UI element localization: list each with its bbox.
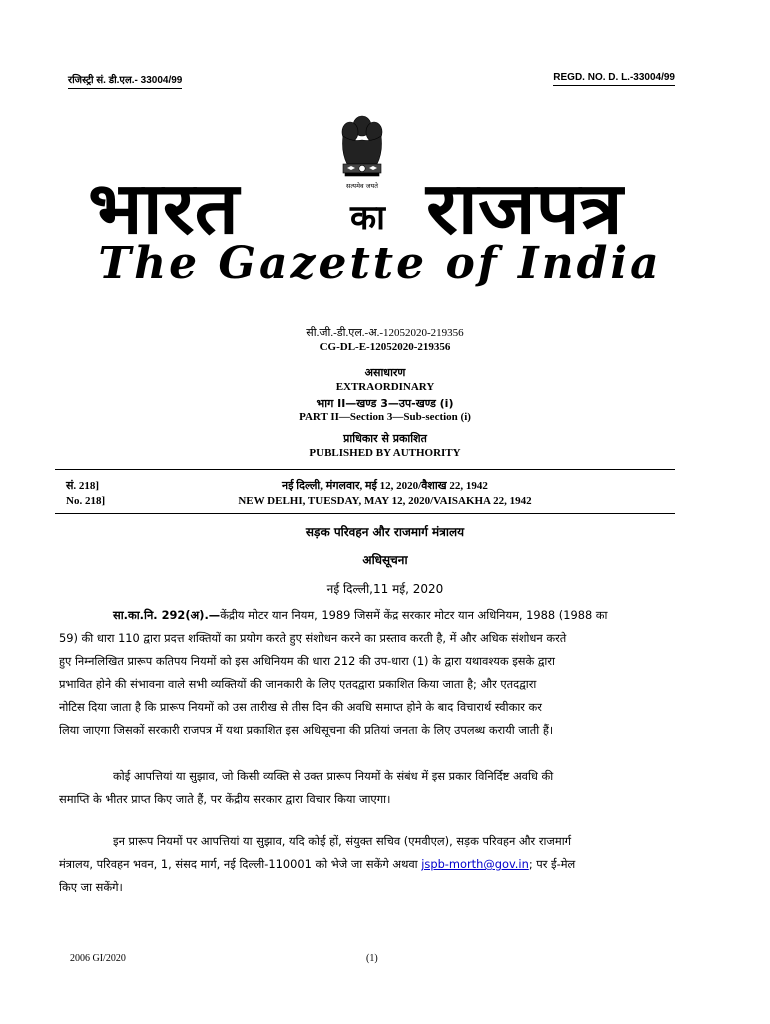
paragraph-1-line-5: नोटिस दिया जाता है कि प्रारूप नियमों को उस तारीख से तीस दिन की अवधि समाप्त होने के बाद विचारार्थ स्वीकार कर: [59, 700, 542, 714]
published-by-authority-english: PUBLISHED BY AUTHORITY: [309, 447, 461, 459]
part-section-english: PART II—Section 3—Sub-section (i): [299, 411, 471, 423]
paragraph-2-line-1: कोई आपत्तियां या सुझाव, जो किसी व्यक्ति से उक्त प्रारूप नियमों के संबंध में इस प्रकार विनिर्दिष्ट अवधि की: [113, 769, 554, 783]
registration-number-hindi: रजिस्ट्री सं. डी.एल.- 33004/99: [68, 72, 182, 89]
issue-date-hindi: नई दिल्ली, मंगलवार, मई 12, 2020/वैशाख 22, 1942: [282, 480, 488, 492]
paragraph-3-line-1: इन प्रारूप नियमों पर आपत्तियां या सुझाव, यदि कोई हों, संयुक्त सचिव (एमवीएल), सड़क परिवहन और राजमार्ग: [113, 834, 572, 848]
masthead-hindi-rajpatra: राजपत्र: [426, 166, 623, 250]
emblem-motto: सत्यमेव जयते: [346, 182, 378, 190]
extraordinary-english: EXTRAORDINARY: [335, 381, 435, 393]
page-number: (1): [366, 953, 378, 964]
masthead-english: The Gazette of India: [98, 238, 662, 289]
footer-code: 2006 GI/2020: [70, 953, 126, 964]
notification-title: अधिसूचना: [362, 553, 408, 567]
paragraph-1-line-2: 59) की धारा 110 द्वारा प्रदत्त शक्तियों का प्रयोग करते हुए संशोधन करने का प्रस्ताव करती है, में और अधिक संशोधन करते: [59, 631, 567, 645]
cg-number-hindi: सी.जी.-डी.एल.-अ.-12052020-219356: [306, 327, 464, 339]
gsr-number: सा.का.नि. 292(अ).—: [113, 608, 221, 622]
masthead-hindi: [88, 166, 688, 250]
paragraph-1-line-6: लिया जाएगा जिसकों सरकारी राजपत्र में यथा प्रकाशित इस अधिसूचना की प्रतियां जनता के लिए उपलब्ध करायी जाती हैं।: [59, 723, 554, 737]
paragraph-3: [59, 830, 709, 899]
paragraph-2: [59, 765, 709, 811]
masthead-hindi-bharat: भारत: [88, 166, 239, 250]
paragraph-3-line-3: किए जा सकेंगे।: [59, 880, 123, 894]
extraordinary-hindi: असाधारण: [364, 366, 406, 379]
email-link[interactable]: jspb-morth@gov.in: [421, 857, 529, 871]
ministry-name: सड़क परिवहन और राजमार्ग मंत्रालय: [305, 525, 465, 539]
divider-top: [55, 469, 675, 470]
paragraph-2-line-2: समाप्ति के भीतर प्राप्त किए जाते हैं, पर केंद्रीय सरकार द्वारा विचार किया जाएगा।: [59, 792, 391, 806]
part-section-hindi: भाग II—खण्ड 3—उप-खण्ड (i): [316, 397, 454, 410]
paragraph-1: [59, 604, 709, 742]
notification-place-date: नई दिल्ली,11 मई, 2020: [326, 582, 444, 596]
divider-bottom: [55, 513, 675, 514]
paragraph-1-line-1: सा.का.नि. 292(अ).—केंद्रीय मोटर यान नियम, 1989 जिसमें केंद्र सरकार मोटर यान अधिनियम, 1988 (1988 का: [113, 608, 608, 622]
masthead-hindi-ka: का: [350, 198, 385, 238]
issue-number-english: No. 218]: [66, 495, 106, 507]
issue-date-english: NEW DELHI, TUESDAY, MAY 12, 2020/VAISAKHA 22, 1942: [238, 495, 532, 507]
paragraph-1-line-4: प्रभावित होने की संभावना वाले सभी व्यक्तियों की जानकारी के लिए एतदद्वारा प्रकाशित किया जाता है; और एतदद्वारा: [59, 677, 537, 691]
issue-number-hindi: सं. 218]: [66, 480, 100, 492]
paragraph-3-line-2: मंत्रालय, परिवहन भवन, 1, संसद मार्ग, नई दिल्ली-110001 को भेजे जा सकेंगे अथवा jspb-morth@gov.in; पर ई-मेल: [59, 857, 576, 871]
published-by-authority-hindi: प्राधिकार से प्रकाशित: [343, 432, 427, 445]
paragraph-1-line-3: हुए निम्नलिखित प्रारूप कतिपय नियमों को इस अधिनियम की धारा 212 की उप-धारा (1) के द्वारा यथावश्यक इसके द्वारा: [59, 654, 555, 668]
cg-number-english: CG-DL-E-12052020-219356: [319, 341, 451, 353]
registration-number-english: REGD. NO. D. L.-33004/99: [553, 72, 675, 86]
